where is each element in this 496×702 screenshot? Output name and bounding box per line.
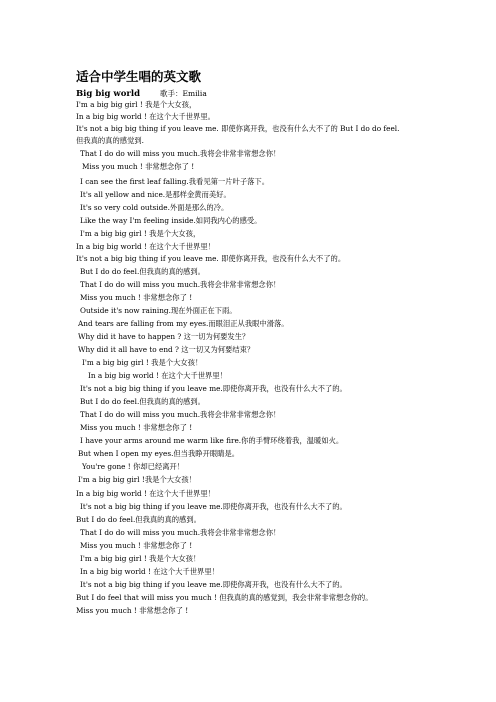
lyric-line: Why did it all have to end ? 这一切又为何要结束？: [78, 345, 255, 354]
lyric-line: Miss you much ! 非常想念你了 !: [80, 541, 193, 550]
lyric-line: I can see the first leaf falling.我看见第一片叶子落下。: [80, 177, 270, 186]
lyric-line: You're gone ! 你却已经离开！: [82, 462, 185, 471]
lyric-line: In a big big world ! 在这个大千世界里！: [88, 371, 227, 380]
lyric-line: That I do do will miss you much.我将会非常非常想念你！: [80, 149, 281, 158]
lyric-line: And tears are falling from my eyes.而眼泪正从我眼中滑落。: [78, 319, 289, 328]
lyric-line: But I do feel that will miss you much ! 但我真的真的感觉到，我会非常非常想念你的。: [76, 593, 373, 602]
lyric-line: That I do do will miss you much.我将会非常非常想念你！: [80, 410, 281, 419]
lyric-line: In a big big world ! 在这个大千世界里。: [76, 112, 215, 121]
lyric-line: Outside it's now raining.现在外面正在下雨。: [80, 306, 237, 315]
lyric-line: That I do do will miss you much.我将会非常非常想念你！: [80, 280, 281, 289]
lyric-line: It's not a big big thing if you leave me.即使你离开我，也没有什么大不了的。: [80, 502, 347, 511]
lyric-line: It's not a big big thing if you leave me. 即使你离开我，也没有什么大不了的。: [76, 254, 346, 263]
lyric-line: That I do do will miss you much.我将会非常非常想念你！: [80, 528, 281, 537]
lyric-line: In a big big world ! 在这个大千世界里！: [76, 242, 215, 251]
lyric-line: But when I open my eyes.但当我睁开眼睛是。: [78, 449, 240, 458]
lyric-line: I'm a big big girl ! 我是个大女孩！: [82, 358, 203, 367]
lyric-line: But I do do feel.但我真的真的感到。: [76, 515, 201, 524]
lyric-line: But I do do feel.但我真的真的感到。: [80, 397, 205, 406]
lyric-line: I'm a big big girl ! 我是个大女孩，: [80, 229, 201, 238]
document-title: 适合中学生唱的英文歌: [76, 69, 202, 84]
lyric-line: It's not a big big thing if you leave me.即使你离开我，也没有什么大不了的。: [80, 580, 347, 589]
lyric-line: Miss you much ! 非常想念你了 !: [80, 293, 193, 302]
lyric-line: Miss you much ! 非常想念你了 !: [80, 423, 193, 432]
lyric-line: It's so very cold outside.外面是那么的冷。: [80, 203, 229, 212]
lyric-line: Why did it have to happen ? 这一切为何要发生？: [78, 332, 250, 341]
lyric-line: In a big big world ! 在这个大千世界里！: [76, 489, 215, 498]
lyric-line: I'm a big big girl !我是个大女孩！: [78, 475, 196, 484]
lyric-line: But I do do feel.但我真的真的感到。: [80, 267, 205, 276]
lyric-line: Miss you much ! 非常想念你了 !: [82, 162, 195, 171]
lyric-line: I have your arms around me warm like fire.你的手臂环绕着我，温暖如火。: [80, 436, 344, 445]
singer-label: 歌手：Emilia: [160, 89, 207, 98]
song-heading: [76, 88, 207, 99]
lyric-line: It's all yellow and nice.是那样金黄而美好。: [80, 190, 231, 199]
lyric-line: It's not a big big thing if you leave me.即使你离开我，也没有什么大不了的。: [80, 384, 347, 393]
lyric-line: I'm a big big girl ! 我是个大女孩！: [80, 554, 201, 563]
lyric-line: Like the way I'm feeling inside.如同我内心的感受。: [80, 216, 262, 225]
lyric-line: Miss you much ! 非常想念你了 !: [76, 606, 189, 615]
lyric-line: I'm a big big girl ! 我是个大女孩，: [76, 100, 197, 109]
song-title: Big big world: [76, 89, 141, 99]
lyric-line: 但我真的真的感觉到.: [76, 136, 144, 145]
lyric-line: It's not a big big thing if you leave me. 即使你离开我，也没有什么大不了的 But I do do feel.: [76, 124, 400, 133]
lyric-line: In a big big world ! 在这个大千世界里！: [80, 567, 219, 576]
